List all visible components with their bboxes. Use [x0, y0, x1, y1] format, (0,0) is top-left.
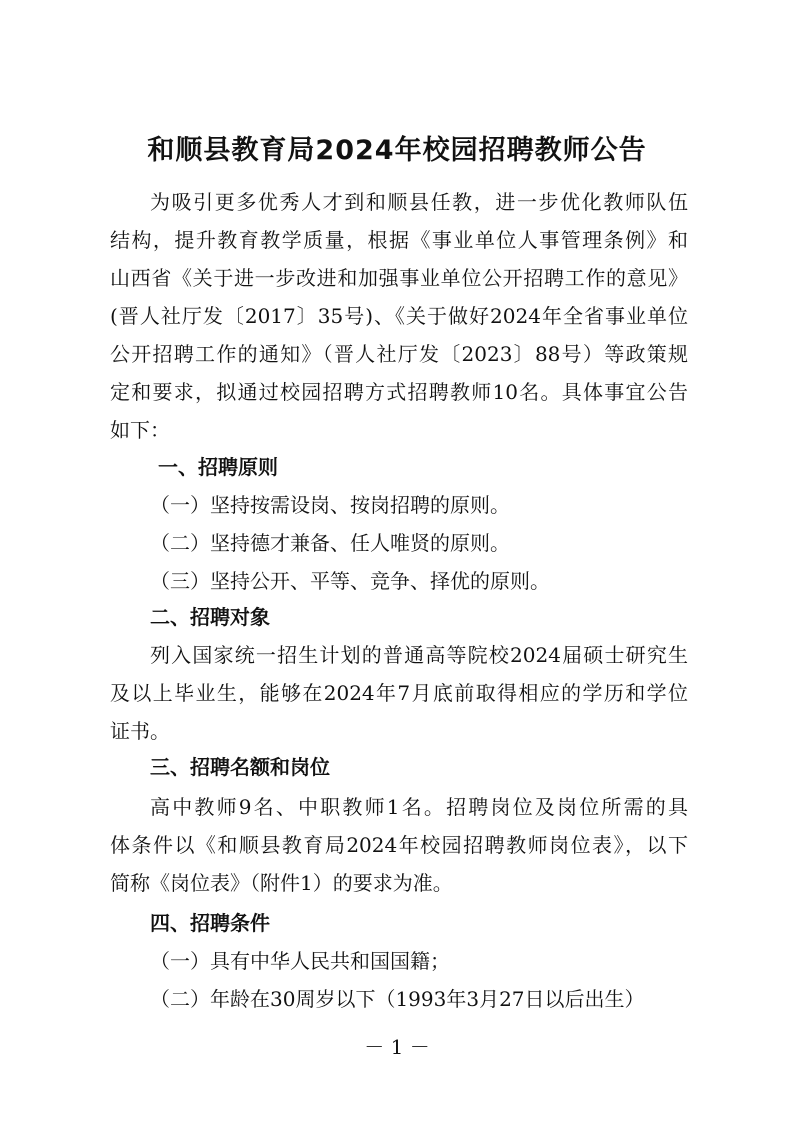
list-item: （一）具有中华人民共和国国籍；	[150, 949, 450, 973]
list-item: （二）坚持德才兼备、任人唯贤的原则。	[150, 531, 510, 555]
text-line: 公开招聘工作的通知》（晋人社厅发〔2023〕88号）等政策规	[110, 342, 688, 366]
text-line: 为吸引更多优秀人才到和顺县任教，进一步优化教师队伍	[150, 190, 688, 214]
section-heading: 二、招聘对象	[150, 605, 270, 629]
text-line: 证书。	[110, 719, 170, 743]
page-number: － 1 －	[364, 1035, 430, 1059]
page-title: 和顺县教育局2024年校园招聘教师公告	[147, 135, 647, 166]
text-line: (晋人社厅发〔2017〕35号)、《关于做好2024年全省事业单位	[110, 304, 688, 328]
list-item: （三）坚持公开、平等、竞争、择优的原则。	[150, 569, 550, 593]
text-line: 列入国家统一招生计划的普通高等院校2024届硕士研究生	[150, 643, 688, 667]
text-line: 定和要求，拟通过校园招聘方式招聘教师10名。具体事宜公告	[110, 380, 688, 404]
text-line: 高中教师9名、中职教师1名。招聘岗位及岗位所需的具	[150, 795, 688, 819]
text-line: 如下：	[110, 418, 170, 442]
list-item: （二）年龄在30周岁以下（1993年3月27日以后出生）	[150, 987, 645, 1011]
section-heading: 三、招聘名额和岗位	[150, 755, 330, 779]
text-line: 结构，提升教育教学质量，根据《事业单位人事管理条例》和	[110, 228, 688, 252]
text-line: 体条件以《和顺县教育局2024年校园招聘教师岗位表》，以下	[110, 833, 688, 857]
text-line: 山西省《关于进一步改进和加强事业单位公开招聘工作的意见》	[110, 266, 688, 290]
list-item: （一）坚持按需设岗、按岗招聘的原则。	[150, 493, 510, 517]
section-heading: 四、招聘条件	[150, 911, 270, 935]
text-line: 简称《岗位表》（附件1）的要求为准。	[110, 871, 453, 895]
section-heading: 一、招聘原则	[158, 455, 278, 479]
text-line: 及以上毕业生，能够在2024年7月底前取得相应的学历和学位	[110, 681, 688, 705]
